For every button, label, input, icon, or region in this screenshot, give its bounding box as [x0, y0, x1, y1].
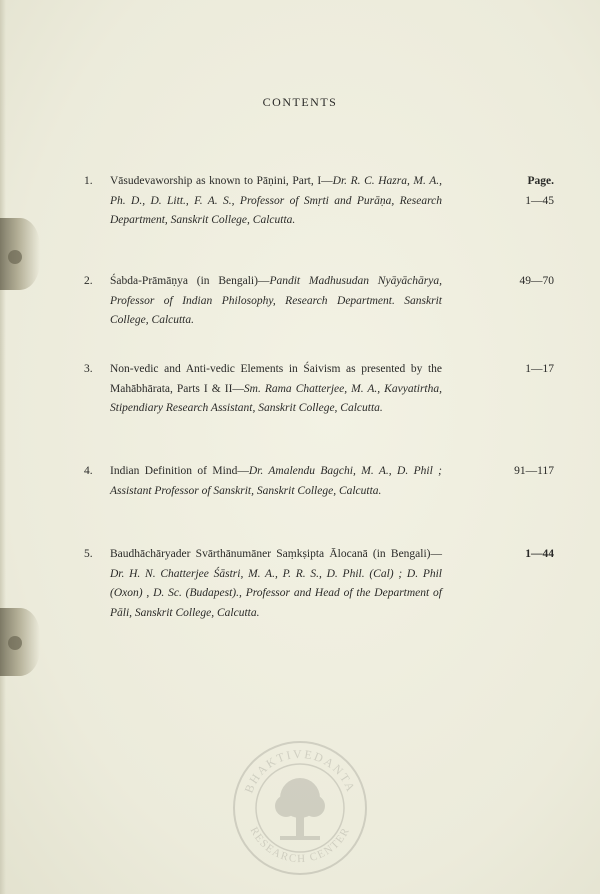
- entry-author: Sm. Rama Chatterjee, M. A., Kavyatirtha, Stipendiary Research Assistant, Sanskrit College, Calcutta.: [110, 382, 442, 414]
- entry-text: [110, 172, 442, 231]
- entry-pages: 1—17: [525, 363, 554, 375]
- entry-number: 5.: [84, 548, 93, 560]
- page-edge-shadow: [0, 0, 6, 894]
- entry-author: Dr. Amalendu Bagchi, M. A., D. Phil ; Assistant Professor of Sanskrit, Sanskrit College, Calcutta.: [110, 465, 442, 497]
- binding-hole-upper: [8, 250, 22, 264]
- library-seal-watermark: [232, 740, 368, 876]
- seal-bottom-text: RESEARCH CENTER: [247, 825, 353, 866]
- entry-title: Baudhāchāryader Svārthānumāner Saṃkṣipta Ālocanā (in Bengali)—: [110, 548, 442, 560]
- entry-author: Dr. H. N. Chatterjee Śāstri, M. A., P. R. S., D. Phil. (Cal) ; D. Phil (Oxon) , D. Sc. (Budapest)., Professor and Head of the Department of Pāli, Sanskrit College, Calcutta.: [110, 567, 442, 619]
- entry-number: 1.: [84, 175, 93, 187]
- tree-icon: [275, 778, 325, 840]
- entry-pages: 1—45: [525, 194, 554, 207]
- entry-text: [110, 545, 442, 623]
- entry-text: [110, 272, 442, 331]
- entry-pages-column: [474, 272, 554, 292]
- toc-entry-4: [84, 462, 554, 501]
- entry-pages-column: [474, 545, 554, 565]
- entry-pages: 91—117: [514, 465, 554, 477]
- entry-title: Indian Definition of Mind—: [110, 465, 249, 477]
- entry-number: 2.: [84, 275, 93, 287]
- contents-heading: CONTENTS: [262, 95, 338, 109]
- entry-author: Dr. R. C. Hazra, M. A., Ph. D., D. Litt., F. A. S., Professor of Smṛti and Purāṇa, Research Department, Sanskrit College, Calcutta.: [110, 175, 442, 226]
- entry-title: Vāsudevaworship as known to Pāṇini, Part, I—: [110, 175, 333, 187]
- toc-entry-2: [84, 272, 554, 331]
- toc-entry-5: [84, 545, 554, 623]
- entry-pages-column: [474, 172, 554, 211]
- toc-entry-3: [84, 360, 554, 419]
- entry-text: [110, 360, 442, 419]
- seal-top-text: BHAKTIVEDANTA: [241, 746, 359, 796]
- entry-title: Non-vedic and Anti-vedic Elements in Śaivism as presented by the Mahābhārata, Parts I & II—: [110, 363, 442, 395]
- entry-author: Pandit Madhusudan Nyāyāchārya, Professor of Indian Philosophy, Research Department. Sanskrit College, Calcutta.: [110, 275, 442, 326]
- page-column-label: Page.: [527, 175, 554, 187]
- entry-pages: 1—44: [525, 548, 554, 560]
- entry-text: [110, 462, 442, 501]
- entry-pages: 49—70: [519, 275, 554, 287]
- entry-pages-column: [474, 462, 554, 482]
- toc-entry-1: [84, 172, 554, 231]
- binding-hole-lower: [8, 636, 22, 650]
- entry-number: 3.: [84, 363, 93, 375]
- entry-pages-column: [474, 360, 554, 380]
- entry-number: 4.: [84, 465, 93, 477]
- entry-title: Śabda-Prāmāṇya (in Bengali)—: [110, 275, 270, 287]
